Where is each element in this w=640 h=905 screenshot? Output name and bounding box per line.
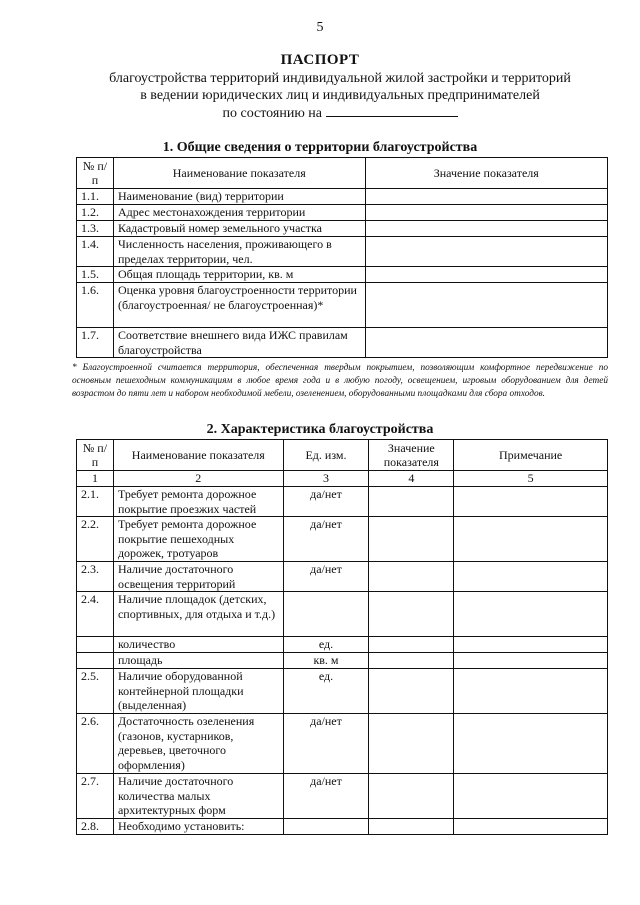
note-cell[interactable] [454, 714, 608, 774]
document-title: ПАСПОРТ [280, 52, 360, 68]
row-number: 2.4. [77, 592, 114, 637]
indicator-value-cell[interactable] [369, 487, 454, 517]
indicator-name: количество [113, 637, 283, 653]
unit-of-measure: да/нет [283, 774, 369, 819]
col-header-unit: Ед. изм. [283, 440, 369, 471]
subtitle-line-2: в ведении юридических лиц и индивидуальных предпринимателей [140, 88, 540, 103]
note-cell[interactable] [454, 669, 608, 714]
note-cell[interactable] [454, 517, 608, 562]
page-number: 5 [316, 20, 324, 35]
note-cell[interactable] [454, 562, 608, 592]
col-header-name: Наименование показателя [113, 158, 365, 189]
indicator-name: Требует ремонта дорожное покрытие пешеходных дорожек, тротуаров [113, 517, 283, 562]
col-header-value: Значение показателя [365, 158, 607, 189]
col-number: 3 [283, 471, 369, 487]
unit-of-measure: да/нет [283, 562, 369, 592]
col-number: 4 [369, 471, 454, 487]
date-blank-line [326, 104, 458, 117]
row-number [77, 637, 114, 653]
col-header-value: Значение показателя [369, 440, 454, 471]
table-row [77, 819, 608, 835]
indicator-value-cell[interactable] [369, 653, 454, 669]
indicator-name: Соответствие внешнего вида ИЖС правилам благоустройства [113, 328, 365, 358]
indicator-value-cell[interactable] [365, 237, 607, 267]
section1-heading: 1. Общие сведения о территории благоустройства [162, 140, 478, 155]
unit-of-measure: да/нет [283, 487, 369, 517]
note-cell[interactable] [454, 819, 608, 835]
table-row [77, 267, 608, 283]
table-row [77, 487, 608, 517]
indicator-value-cell[interactable] [369, 592, 454, 637]
indicator-name: Наличие оборудованной контейнерной площадки (выделенная) [113, 669, 283, 714]
note-cell[interactable] [454, 592, 608, 637]
indicator-value-cell[interactable] [369, 517, 454, 562]
note-cell[interactable] [454, 653, 608, 669]
table-row [77, 774, 608, 819]
row-number: 1.6. [77, 283, 114, 328]
indicator-value-cell[interactable] [369, 562, 454, 592]
col-header-name: Наименование показателя [113, 440, 283, 471]
row-number: 1.7. [77, 328, 114, 358]
indicator-name: Наличие достаточного освещения территорий [113, 562, 283, 592]
row-number [77, 653, 114, 669]
row-number: 2.2. [77, 517, 114, 562]
note-cell[interactable] [454, 637, 608, 653]
note-cell[interactable] [454, 774, 608, 819]
indicator-value-cell[interactable] [369, 637, 454, 653]
indicator-name: Численность населения, проживающего в пределах территории, чел. [113, 237, 365, 267]
indicator-name: Наличие площадок (детских, спортивных, для отдыха и т.д.) [113, 592, 283, 637]
row-number: 1.1. [77, 189, 114, 205]
note-cell[interactable] [454, 487, 608, 517]
col-header-num: № п/п [77, 440, 114, 471]
col-number: 2 [113, 471, 283, 487]
row-number: 2.6. [77, 714, 114, 774]
table-row [77, 653, 608, 669]
row-number: 1.5. [77, 267, 114, 283]
indicator-name: Необходимо установить: [113, 819, 283, 835]
table-row [77, 637, 608, 653]
table-row [77, 669, 608, 714]
unit-of-measure: да/нет [283, 714, 369, 774]
indicator-name: Наименование (вид) территории [113, 189, 365, 205]
document-subtitle [80, 70, 600, 122]
indicator-name: Оценка уровня благоустроенности территории (благоустроенная/ не благоустроенная)* [113, 283, 365, 328]
indicator-name: Адрес местонахождения территории [113, 205, 365, 221]
indicator-value-cell[interactable] [369, 774, 454, 819]
table-row [77, 562, 608, 592]
table-row [77, 189, 608, 205]
as-of-label: по состоянию на [222, 106, 323, 121]
row-number: 2.8. [77, 819, 114, 835]
indicator-name: Достаточность озеленения (газонов, кустарников, деревьев, цветочного оформления) [113, 714, 283, 774]
indicator-name: площадь [113, 653, 283, 669]
table-row [77, 517, 608, 562]
row-number: 1.3. [77, 221, 114, 237]
unit-of-measure: ед. [283, 669, 369, 714]
indicator-value-cell[interactable] [365, 189, 607, 205]
unit-of-measure: ед. [283, 637, 369, 653]
section1-table [76, 157, 608, 358]
row-number: 2.3. [77, 562, 114, 592]
indicator-value-cell[interactable] [369, 819, 454, 835]
indicator-name: Требует ремонта дорожное покрытие проезжих частей [113, 487, 283, 517]
indicator-name: Общая площадь территории, кв. м [113, 267, 365, 283]
subtitle-line-3 [80, 104, 600, 122]
row-number: 2.5. [77, 669, 114, 714]
row-number: 1.2. [77, 205, 114, 221]
table-row [77, 592, 608, 637]
row-number: 2.7. [77, 774, 114, 819]
indicator-name: Наличие достаточного количества малых архитектурных форм [113, 774, 283, 819]
indicator-value-cell[interactable] [369, 669, 454, 714]
row-number: 1.4. [77, 237, 114, 267]
unit-of-measure: да/нет [283, 517, 369, 562]
col-number: 1 [77, 471, 114, 487]
table-row [77, 221, 608, 237]
section2-heading: 2. Характеристика благоустройства [206, 422, 434, 437]
indicator-value-cell[interactable] [365, 205, 607, 221]
col-number: 5 [454, 471, 608, 487]
table-row [77, 714, 608, 774]
subtitle-line-1: благоустройства территорий индивидуальной жилой застройки и территорий [109, 71, 571, 86]
indicator-value-cell[interactable] [365, 283, 607, 328]
table-row [77, 328, 608, 358]
indicator-value-cell[interactable] [365, 267, 607, 283]
table-row [77, 237, 608, 267]
row-number: 2.1. [77, 487, 114, 517]
indicator-value-cell[interactable] [365, 328, 607, 358]
indicator-value-cell[interactable] [365, 221, 607, 237]
indicator-value-cell[interactable] [369, 714, 454, 774]
unit-of-measure: кв. м [283, 653, 369, 669]
unit-of-measure [283, 819, 369, 835]
table-row [77, 283, 608, 328]
unit-of-measure [283, 592, 369, 637]
footnote: * Благоустроенной считается территория, обеспеченная твердым покрытием, позволяющим комфортное передвижение по основным пешеходным коммуникациям в любое время года и в любую погоду, освещением, игровым оборудованием для детей возрастом до пяти лет и набором необходимой мебели, озеленением, оборудованными площадками для сбора отходов. [72, 363, 608, 399]
table-row [77, 205, 608, 221]
indicator-name: Кадастровый номер земельного участка [113, 221, 365, 237]
section2-table [76, 439, 608, 835]
col-header-note: Примечание [454, 440, 608, 471]
col-header-num: № п/п [77, 158, 114, 189]
